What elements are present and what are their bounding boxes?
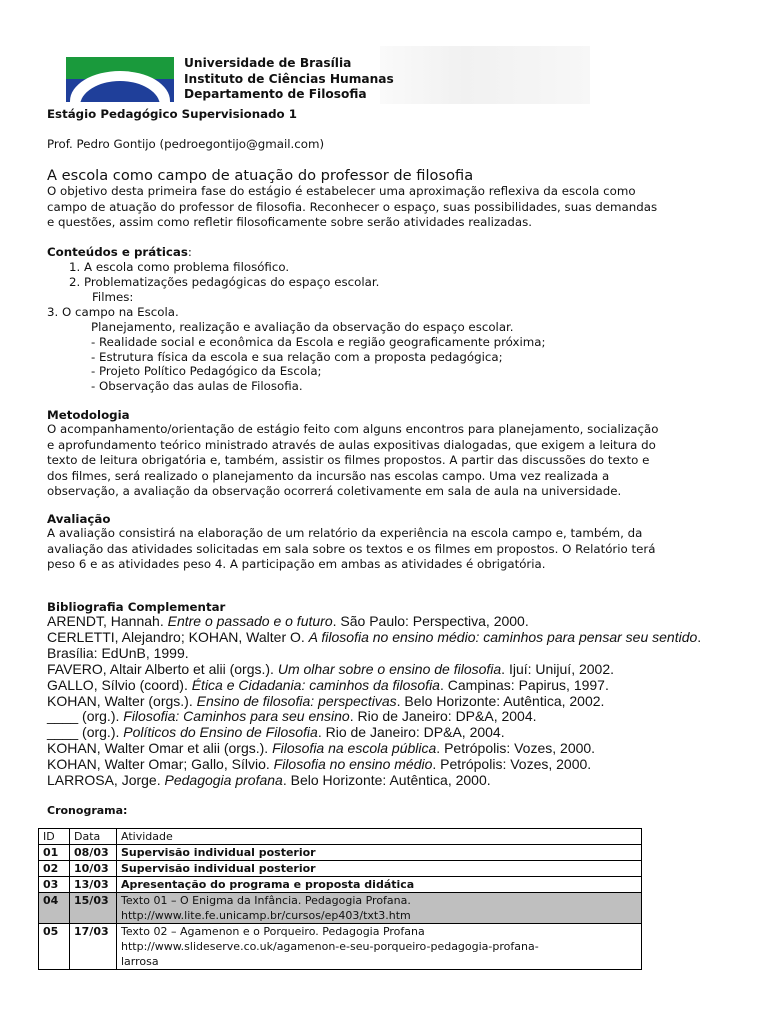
table-row (39, 861, 642, 877)
conteudo-item: 3. O campo na Escola. (47, 305, 179, 319)
row-date: 13/03 (70, 877, 117, 893)
column-header-atividade: Atividade (117, 829, 642, 845)
metodologia-heading: Metodologia (47, 408, 130, 422)
bibliografia-list (47, 614, 747, 789)
professor-line: Prof. Pedro Gontijo (pedroegontijo@gmail.com) (47, 137, 325, 151)
avaliacao-line: A avaliação consistirá na elaboração de um relatório da experiência na escola campo e, também, da (47, 526, 643, 540)
metodologia-line: texto de leitura obrigatória e, também, assistir os filmes propostos. A partir das discussões do texto e (47, 453, 650, 467)
table-row (39, 845, 642, 861)
biblio-entry: FAVERO, Altair Alberto et alii (orgs.). Um olhar sobre o ensino de filosofia. Ijuí: Unijuí, 2002. (47, 660, 615, 677)
row-id: 03 (39, 877, 70, 893)
table-row (39, 924, 642, 970)
row-id: 02 (39, 861, 70, 877)
column-header-id: ID (39, 829, 70, 845)
conteudo-subitem: - Projeto Político Pedagógico da Escola; (91, 364, 322, 378)
conteudo-item: 1. A escola como problema filosófico. (69, 260, 290, 274)
course-title: Estágio Pedagógico Supervisionado 1 (47, 107, 297, 121)
biblio-entry: CERLETTI, Alejandro; KOHAN, Walter O. A filosofia no ensino médio: caminhos para pensar seu sentido. Brasília: EdUnB, 1999. (47, 628, 702, 661)
biblio-entry: KOHAN, Walter Omar et alii (orgs.). Filosofia na escola pública. Petrópolis: Vozes, 2000. (47, 740, 596, 757)
row-date: 15/03 (70, 893, 117, 924)
metodologia-paragraph (47, 422, 767, 500)
row-activity: Supervisão individual posterior (117, 845, 642, 861)
activity-text: Texto 02 – Agamenon e o Porqueiro. Pedagogia Profana (121, 925, 425, 938)
row-id: 04 (39, 893, 70, 924)
metodologia-line: O acompanhamento/orientação de estágio feito com alguns encontros para planejamento, socialização (47, 422, 659, 436)
conteudo-subitem: - Observação das aulas de Filosofia. (91, 379, 303, 393)
table-row-highlighted (39, 893, 642, 924)
column-header-data: Data (70, 829, 117, 845)
biblio-entry: ____ (org.). Políticos do Ensino de Filosofia. Rio de Janeiro: DP&A, 2004. (47, 724, 505, 741)
row-id: 05 (39, 924, 70, 970)
intro-line: O objetivo desta primeira fase do estágio é estabelecer uma aproximação reflexiva da escola como (47, 184, 636, 198)
conteudo-subitem: - Estrutura física da escola e sua relação com a proposta pedagógica; (91, 350, 503, 364)
university-name: Universidade de Brasília (184, 56, 352, 70)
unb-logo (66, 57, 174, 102)
activity-link[interactable]: http://www.slideserve.co.uk/agamenon-e-seu-porqueiro-pedagogia-profana- (121, 940, 539, 953)
biblio-entry: ARENDT, Hannah. Entre o passado e o futuro. São Paulo: Perspectiva, 2000. (47, 613, 529, 629)
bibliografia-heading: Bibliografia Complementar (47, 600, 226, 614)
biblio-entry: LARROSA, Jorge. Pedagogia profana. Belo Horizonte: Autêntica, 2000. (47, 772, 491, 789)
cronograma-table (38, 828, 642, 970)
conteudo-item: 2. Problematizações pedagógicas do espaço escolar. (69, 275, 380, 289)
table-header-row (39, 829, 642, 845)
institute-name: Instituto de Ciências Humanas (184, 71, 394, 86)
row-date: 17/03 (70, 924, 117, 970)
biblio-entry: GALLO, Sílvio (coord). Ética e Cidadania: caminhos da filosofia. Campinas: Papirus, 1997. (47, 676, 609, 693)
conteudo-item: Filmes: (92, 290, 134, 304)
conteudo-subitem: - Realidade social e econômica da Escola e região geograficamente próxima; (91, 335, 546, 349)
intro-paragraph (47, 184, 747, 231)
avaliacao-line: peso 6 e as atividades peso 4. A participação em ambas as atividades é obrigatória. (47, 557, 546, 571)
intro-line: campo de atuação do professor de filosofia. Reconhecer o espaço, suas possibilidades, suas demandas (47, 199, 658, 214)
main-heading: A escola como campo de atuação do professor de filosofia (47, 167, 474, 184)
avaliacao-line: avaliação das atividades solicitadas em sala sobre os textos e os filmes em propostos. O Relatório terá (47, 541, 656, 556)
row-activity: Supervisão individual posterior (117, 861, 642, 877)
row-activity: Apresentação do programa e proposta didática (117, 877, 642, 893)
biblio-entry: KOHAN, Walter (orgs.). Ensino de filosofia: perspectivas. Belo Horizonte: Autêntica, 2002. (47, 692, 605, 709)
row-activity (117, 893, 642, 924)
biblio-entry: KOHAN, Walter Omar; Gallo, Sílvio. Filosofia no ensino médio. Petrópolis: Vozes, 2000. (47, 756, 592, 773)
row-date: 08/03 (70, 845, 117, 861)
row-activity (117, 924, 642, 970)
row-date: 10/03 (70, 861, 117, 877)
intro-line: e questões, assim como refletir filosoficamente sobre serão atividades realizadas. (47, 215, 532, 229)
department-name: Departamento de Filosofia (184, 87, 367, 101)
activity-link[interactable]: http://www.lite.fe.unicamp.br/cursos/ep403/txt3.htm (121, 909, 411, 922)
conteudos-heading: Conteúdos e práticas: (47, 245, 192, 259)
header-decoration (380, 46, 590, 104)
metodologia-line: observação, a avaliação da observação ocorrerá coletivamente em sala de aula na universidade. (47, 484, 622, 498)
avaliacao-paragraph (47, 526, 767, 573)
row-id: 01 (39, 845, 70, 861)
table-row (39, 877, 642, 893)
cronograma-heading: Cronograma: (47, 804, 128, 817)
metodologia-line: e aprofundamento teórico ministrado através de aulas expositivas dialogadas, que exigem a leitura do (47, 437, 656, 452)
activity-text: Texto 01 – O Enigma da Infância. Pedagogia Profana. (121, 894, 411, 907)
biblio-entry: ____ (org.). Filosofia: Caminhos para seu ensino. Rio de Janeiro: DP&A, 2004. (47, 708, 537, 725)
avaliacao-heading: Avaliação (47, 512, 111, 526)
activity-link-continued[interactable]: larrosa (121, 955, 159, 968)
metodologia-line: dos filmes, será realizado o planejamento da incursão nas escolas campo. Uma vez realizada a (47, 468, 610, 483)
conteudo-item: Planejamento, realização e avaliação da observação do espaço escolar. (91, 320, 514, 334)
institution-block (184, 56, 394, 103)
